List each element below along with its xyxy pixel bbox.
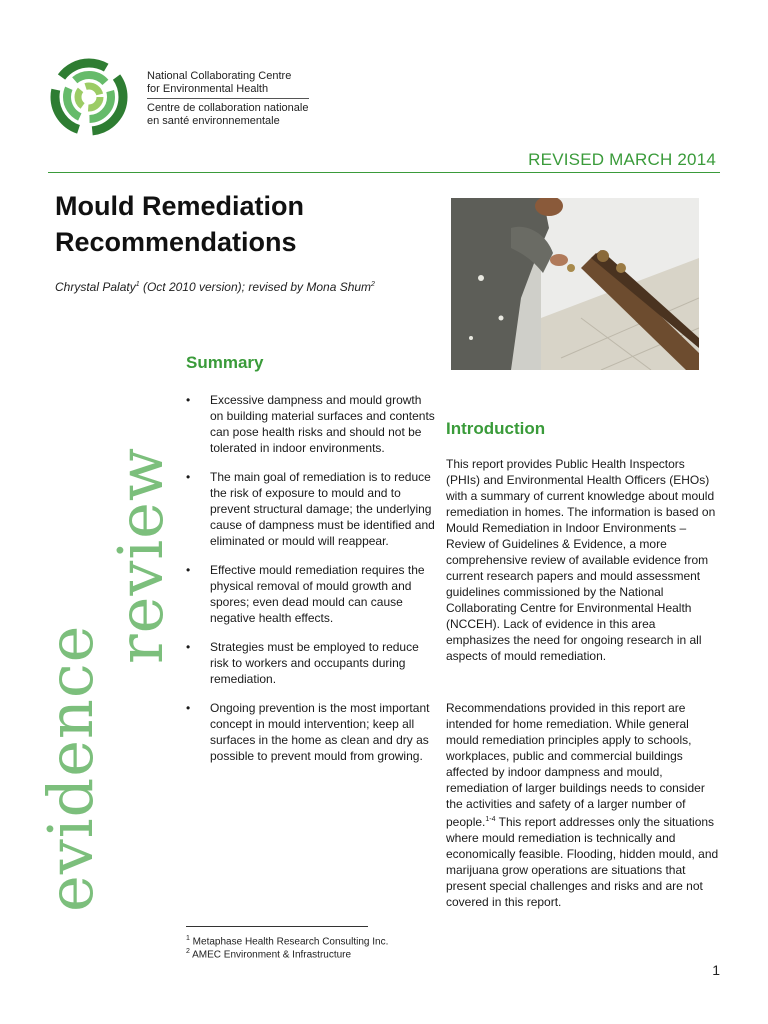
- banner-evidence: evidence: [34, 624, 107, 912]
- bullet-marker: •: [186, 563, 191, 577]
- footnote-2-text: AMEC Environment & Infrastructure: [189, 949, 352, 961]
- org-divider: [147, 98, 309, 99]
- page-title: [55, 188, 415, 260]
- author-1: Chrystal Palaty: [55, 280, 136, 294]
- footnote-1-num: 1: [186, 935, 190, 942]
- intro-p2-start: Recommendations provided in this report are intended for home remediation. While general mould remediation principles apply to schools, workplaces, public and commercial buildings affected by indoor dampness and mould, remediation of larger buildings needs to consider the activities and safety of a larger number of people.: [446, 701, 705, 829]
- bullet-text: Ongoing prevention is the most important concept in mould intervention; keep all surfaces in the home as clean and dry as possible to prevent mould from growing.: [210, 701, 430, 763]
- remediation-photo: [451, 198, 699, 370]
- org-fr-line1: Centre de collaboration nationale: [147, 102, 309, 114]
- intro-paragraph-1: This report provides Public Health Inspectors (PHIs) and Environmental Health Officers (EHOs) with a summary of current knowledge about mould remediation in homes. The information is based on Mould Remediation in Indoor Environments – Review of Guidelines & Evidence, a more comprehensive review of available evidence from current research papers and mould assessment guidelines commissioned by the National Collaborating Centre for Environmental Health (NCCEH). Lack of evidence in this area emphasizes the need for ongoing research in all aspects of mould remediation.: [446, 457, 716, 663]
- page-number: 1: [712, 962, 720, 978]
- list-item: [186, 562, 436, 626]
- org-name-french: [147, 102, 308, 128]
- footnote-2-num: 2: [186, 948, 190, 955]
- authors-line: [55, 280, 375, 294]
- banner-review: review: [104, 447, 177, 664]
- intro-citation: 1-4: [485, 816, 496, 823]
- list-item: [186, 639, 436, 687]
- ncceh-logo-icon: [50, 58, 128, 136]
- org-en-line2: for Environmental Health: [147, 83, 269, 95]
- footnote-2: [186, 945, 351, 961]
- org-fr-line2: en santé environnementale: [147, 115, 280, 127]
- title-line2: Recommendations: [55, 227, 297, 257]
- bullet-text: Excessive dampness and mould growth on building material surfaces and contents can pose health risks and should not be tolerated in indoor environments.: [210, 393, 435, 455]
- org-en-line1: National Collaborating Centre: [147, 70, 292, 82]
- list-item: [186, 469, 436, 549]
- introduction-heading: Introduction: [446, 419, 546, 438]
- intro-paragraph-2: [446, 700, 722, 910]
- org-name-english: [147, 70, 291, 96]
- list-item: [186, 700, 436, 764]
- summary-heading: Summary: [186, 353, 264, 372]
- header-rule: [48, 172, 720, 173]
- footnote-1-text: Metaphase Health Research Consulting Inc.: [189, 936, 389, 948]
- summary-list: [186, 392, 436, 777]
- bullet-text: The main goal of remediation is to reduce the risk of exposure to mould and to prevent structural damage; the underlying cause of dampness must be identified and eliminated or mould will reappear.: [210, 470, 435, 548]
- bullet-marker: •: [186, 701, 191, 715]
- revised-date: REVISED MARCH 2014: [528, 150, 716, 169]
- bullet-text: Strategies must be employed to reduce risk to workers and occupants during remediation.: [210, 640, 419, 686]
- bullet-marker: •: [186, 393, 191, 407]
- bullet-text: Effective mould remediation requires the physical removal of mould growth and spores; even dead mould can cause negative health effects.: [210, 563, 425, 625]
- list-item: [186, 392, 436, 456]
- bullet-marker: •: [186, 470, 191, 484]
- title-line1: Mould Remediation: [55, 191, 304, 221]
- intro-p2-end: This report addresses only the situations where mould remediation is technically and economically feasible. Flooding, hidden mould, and marijuana grow operations are situations that present special challenges and risks and are not covered in this report.: [446, 815, 719, 909]
- footnote-rule: [186, 926, 368, 927]
- authors-middle: (Oct 2010 version); revised by Mona Shum: [139, 280, 372, 294]
- author-2-note: 2: [371, 281, 375, 288]
- author-1-note: 1: [135, 281, 140, 288]
- bullet-marker: •: [186, 640, 191, 654]
